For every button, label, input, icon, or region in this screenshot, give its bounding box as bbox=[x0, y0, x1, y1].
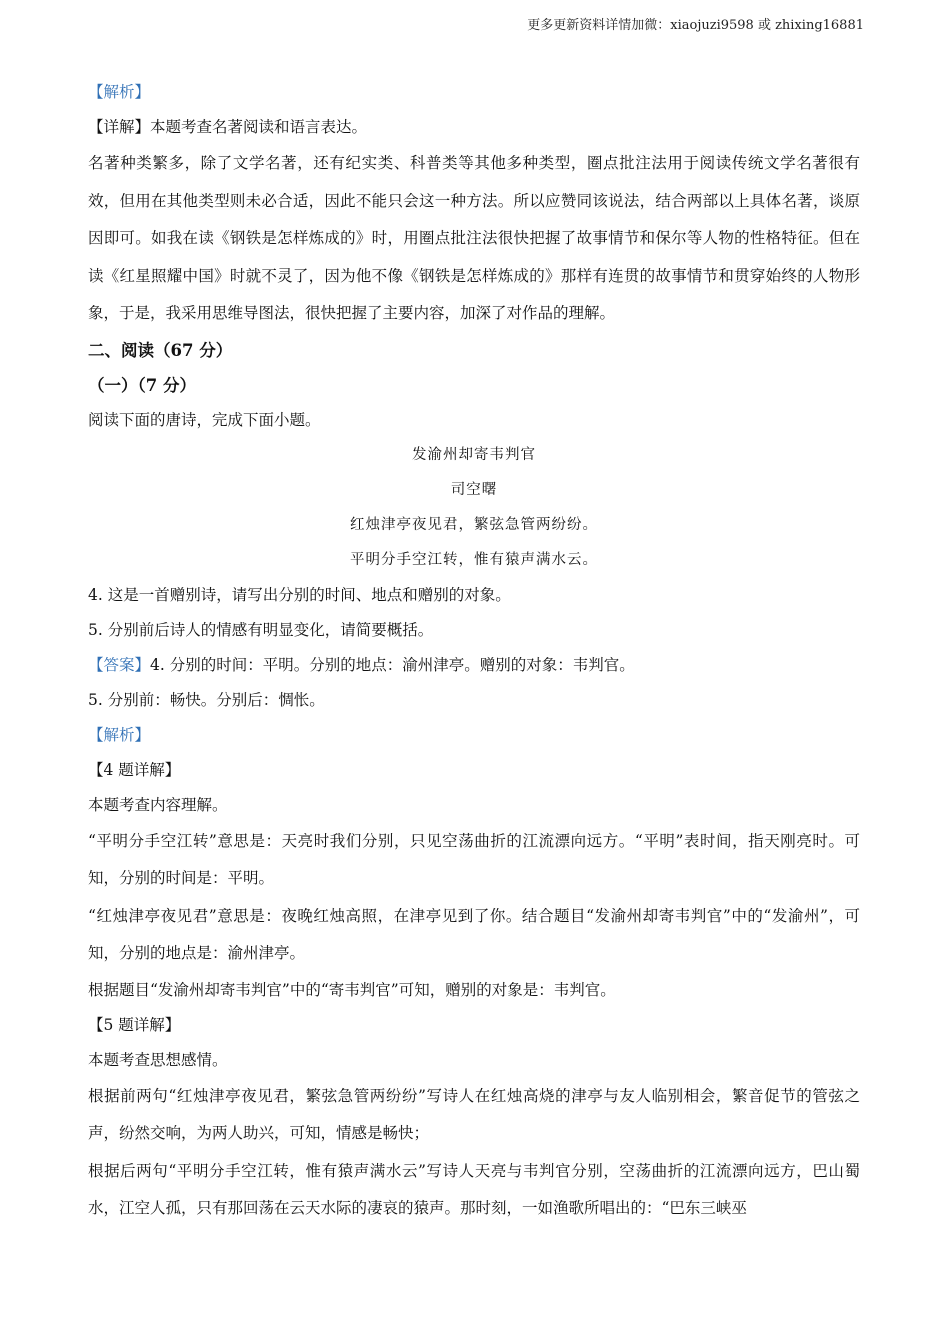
detail-4-intro: 本题考查内容理解。 bbox=[88, 795, 228, 814]
detail-5-intro: 本题考查思想感情。 bbox=[88, 1050, 228, 1069]
detail-4-paragraph-3: 根据题目“发渝州却寄韦判官”中的“寄韦判官”可知，赠别的对象是：韦判官。 bbox=[88, 980, 616, 999]
analysis-label: 【解析】 bbox=[88, 83, 151, 101]
poem-line-1: 红烛津亭夜见君，繁弦急管两纷纷。 bbox=[350, 516, 598, 533]
detail-4-label: 【4 题详解】 bbox=[88, 760, 181, 779]
poem-author: 司空曙 bbox=[450, 481, 498, 498]
detail-4-paragraph-2: “红烛津亭夜见君”意思是：夜晚红烛高照，在津亭见到了你。结合题目“发渝州却寄韦判官”中的“发渝州”，可知，分别的地点是：渝州津亭。 bbox=[88, 906, 860, 962]
analysis-label-2: 【解析】 bbox=[88, 725, 151, 744]
answer-5: 5. 分别前：畅快。分别后：惆怅。 bbox=[88, 690, 325, 709]
detail-5-paragraph-2: 根据后两句“平明分手空江转，惟有猿声满水云”写诗人天亮与韦判官分别，空荡曲折的江流漂向远方，巴山蜀水，江空人孤，只有那回荡在云天水际的凄哀的猿声。那时刻，一如渔歌所唱出的：“巴东三峡巫 bbox=[88, 1161, 860, 1217]
detail-5-label: 【5 题详解】 bbox=[88, 1015, 181, 1034]
subsection-heading: （一）（7 分） bbox=[88, 375, 196, 395]
answer-label: 【答案】 bbox=[88, 655, 151, 674]
detail-intro: 【详解】本题考查名著阅读和语言表达。 bbox=[88, 118, 368, 136]
detail-5-paragraph-1: 根据前两句“红烛津亭夜见君，繁弦急管两纷纷”写诗人在红烛高烧的津亭与友人临别相会，繁音促节的管弦之声，纷然交响，为两人助兴，可知，情感是畅快； bbox=[88, 1086, 860, 1142]
answer-4 bbox=[88, 648, 860, 683]
poem-line-2: 平明分手空江转，惟有猿声满水云。 bbox=[350, 551, 598, 568]
reading-instruction: 阅读下面的唐诗，完成下面小题。 bbox=[88, 410, 321, 429]
header-contact-note: 更多更新资料详情加微：xiaojuzi9598 或 zhixing16881 bbox=[527, 18, 864, 33]
question-5: 5. 分别前后诗人的情感有明显变化，请简要概括。 bbox=[88, 620, 434, 639]
section-heading: 二、阅读（67 分） bbox=[88, 340, 233, 360]
answer-4-text: 4. 分别的时间：平明。分别的地点：渝州津亭。赠别的对象：韦判官。 bbox=[150, 655, 635, 674]
detail-4-paragraph-1: “平明分手空江转”意思是：天亮时我们分别，只见空荡曲折的江流漂向远方。“平明”表时间，指天刚亮时。可知，分别的时间是：平明。 bbox=[88, 831, 860, 887]
poem-title: 发渝州却寄韦判官 bbox=[412, 446, 536, 463]
document-page bbox=[88, 75, 860, 1228]
analysis-paragraph: 名著种类繁多，除了文学名著，还有纪实类、科普类等其他多种类型，圈点批注法用于阅读传统文学名著很有效，但用在其他类型则未必合适，因此不能只会这一种方法。所以应赞同该说法，结合两部以上具体名著，谈原因即可。如我在读《钢铁是怎样炼成的》时，用圈点批注法很快把握了故事情节和保尔等人物的性格特征。但在读《红星照耀中国》时就不灵了，因为他不像《钢铁是怎样炼成的》那样有连贯的故事情节和贯穿始终的人物形象，于是，我采用思维导图法，很快把握了主要内容，加深了对作品的理解。 bbox=[88, 154, 860, 322]
question-4: 4. 这是一首赠别诗，请写出分别的时间、地点和赠别的对象。 bbox=[88, 585, 511, 604]
